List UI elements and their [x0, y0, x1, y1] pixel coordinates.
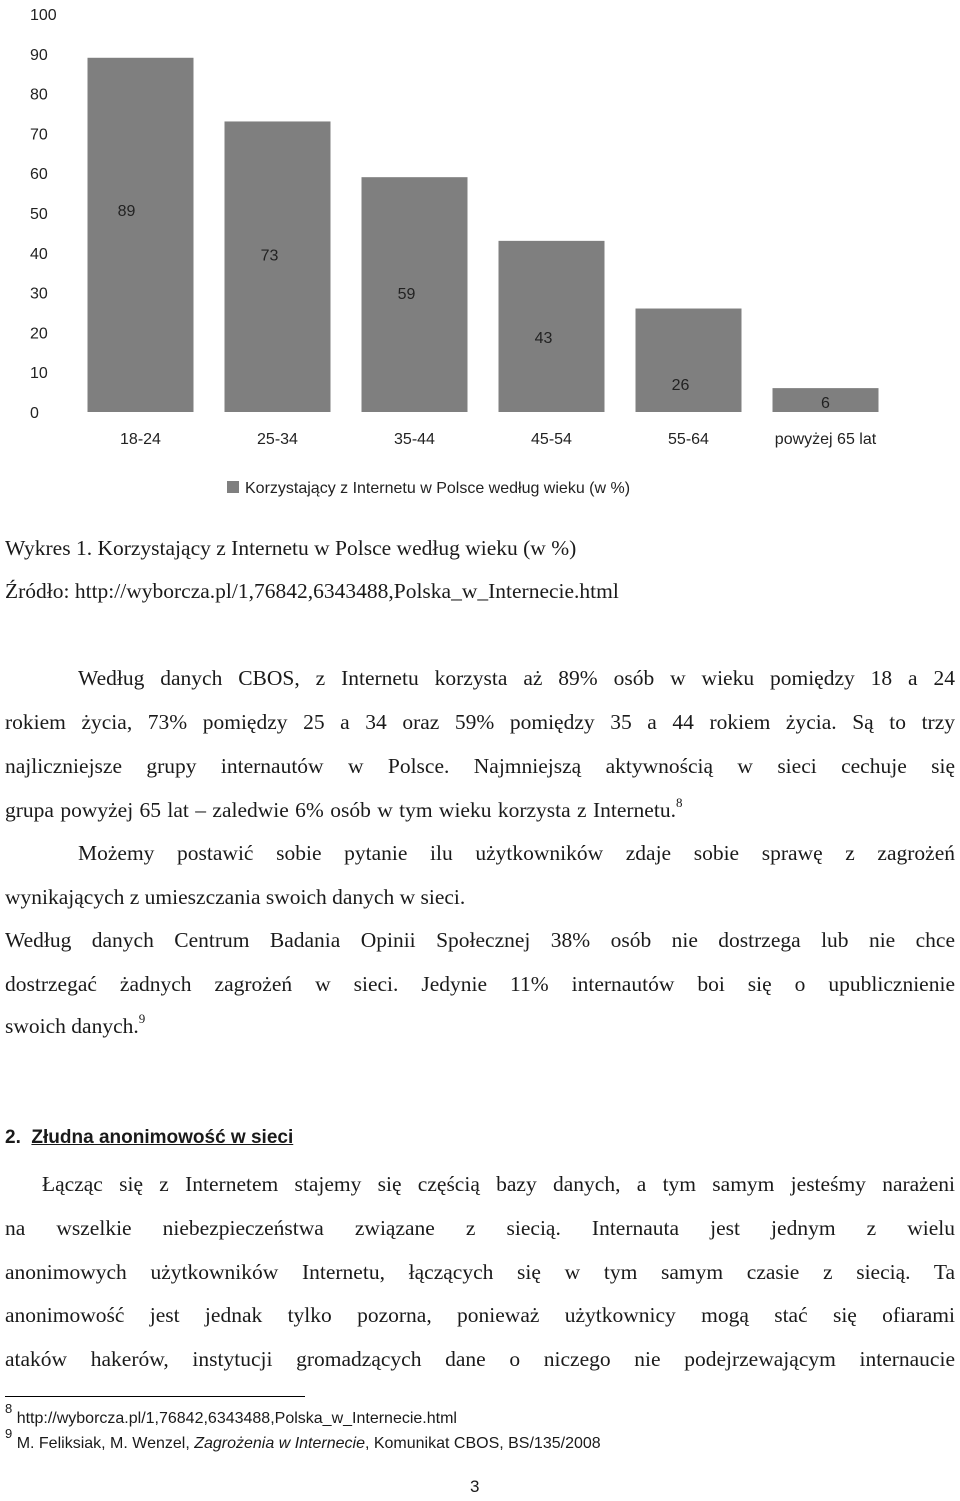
figure-caption: Wykres 1. Korzystający z Internetu w Polsce według wieku (w %) — [5, 536, 577, 560]
bar-value-label: 26 — [671, 377, 690, 395]
paragraph-3-line-3: swoich danych.$^9$ — [5, 1011, 146, 1038]
paragraph-4-line-5: ataków hakerów, instytucji gromadzących dane o niczego nie podejrzewającym internaucie — [5, 1347, 955, 1371]
legend-label: Korzystający z Internetu w Polsce według wieku (w %) — [245, 480, 631, 497]
y-tick-label: 0 — [30, 405, 39, 422]
paragraph-1-line-2: rokiem życia, 73% pomiędzy 25 a 34 oraz 59% pomiędzy 35 a 44 rokiem życia. Są to trzy — [5, 710, 955, 734]
bar — [225, 121, 331, 412]
bar-value-label: 43 — [534, 330, 553, 348]
bar-value-label: 73 — [260, 247, 279, 265]
x-tick-label: powyżej 65 lat — [774, 431, 877, 448]
y-axis-ticks — [30, 7, 57, 422]
page-number: 3 — [470, 1477, 480, 1496]
y-tick-label: 50 — [30, 206, 48, 223]
footnote-ref-9: 9 — [138, 1011, 146, 1026]
x-tick-label: 25-34 — [257, 431, 298, 448]
y-tick-label: 70 — [30, 126, 48, 144]
x-tick-label: 35-44 — [394, 431, 435, 448]
paragraph-4-line-4: anonimowość jest jednak tylko pozorna, ponieważ użytkownicy mogą stać się ofiarami — [5, 1303, 955, 1327]
y-tick-label: 30 — [30, 285, 48, 303]
legend-swatch — [227, 481, 239, 493]
y-tick-label: 80 — [30, 86, 48, 104]
y-tick-label: 40 — [30, 245, 48, 263]
x-tick-label: 18-24 — [120, 431, 161, 448]
paragraph-4-line-3: anonimowych użytkowników Internetu, łączących się w tym samym czasie z siecią. Ta — [5, 1260, 955, 1284]
paragraph-1-line-4: grupa powyżej 65 lat – zaledwie 6% osób w tym wieku korzysta z Internetu.$^8$ — [5, 795, 683, 822]
bar-value-label: 6 — [821, 395, 830, 412]
bar-value-label: 59 — [397, 285, 416, 303]
footnote-9: $^9$ M. Feliksiak, M. Wenzel, Zagrożenia w Internecie, Komunikat CBOS, BS/135/2008 — [5, 1426, 601, 1452]
chart-bars — [88, 58, 879, 412]
chart-legend — [227, 480, 630, 497]
x-tick-label: 55-64 — [668, 431, 709, 448]
x-tick-label: 45-54 — [531, 431, 572, 448]
y-tick-label: 90 — [30, 46, 48, 64]
paragraph-4-line-1: Łącząc się z Internetem stajemy się częścią bazy danych, a tym samym jesteśmy narażeni — [42, 1172, 955, 1196]
paragraph-4-line-2: na wszelkie niebezpieczeństwa związane z siecią. Internauta jest jednym z wielu — [5, 1216, 955, 1240]
y-tick-label: 20 — [30, 325, 48, 343]
paragraph-1-line-3: najliczniejsze grupy internautów w Polsce. Najmniejszą aktywnością w sieci cechuje się — [5, 754, 955, 778]
bar-chart — [0, 0, 960, 510]
footnote-separator — [5, 1396, 305, 1397]
paragraph-2-line-2: wynikających z umieszczania swoich danych w sieci. — [5, 885, 466, 909]
paragraph-1-line-1: Według danych CBOS, z Internetu korzysta aż 89% osób w wieku pomiędzy 18 a 24 — [78, 666, 955, 690]
paragraph-3-line-1: Według danych Centrum Badania Opinii Społecznej 38% osób nie dostrzega lub nie chce — [5, 928, 955, 952]
paragraph-3-line-2: dostrzegać żadnych zagrożeń w sieci. Jedynie 11% internautów boi się o upublicznienie — [5, 972, 955, 996]
footnote-ref-8: 8 — [675, 795, 683, 810]
y-tick-label: 60 — [30, 166, 48, 184]
section-heading: 2. Złudna anonimowość w sieci — [5, 1127, 294, 1148]
bar — [636, 309, 742, 412]
figure-source: Źródło: http://wyborcza.pl/1,76842,6343488,Polska_w_Internecie.html — [5, 579, 619, 603]
y-tick-label: 100 — [30, 7, 57, 24]
bar-value-label: 89 — [117, 203, 136, 221]
bar — [88, 58, 194, 412]
y-tick-label: 10 — [30, 365, 48, 383]
footnote-8: $^8$ http://wyborcza.pl/1,76842,6343488,Polska_w_Internecie.html — [5, 1401, 457, 1427]
bar — [499, 241, 605, 412]
paragraph-2-line-1: Możemy postawić sobie pytanie ilu użytkowników zdaje sobie sprawę z zagrożeń — [78, 841, 955, 865]
x-axis-labels — [120, 431, 877, 448]
